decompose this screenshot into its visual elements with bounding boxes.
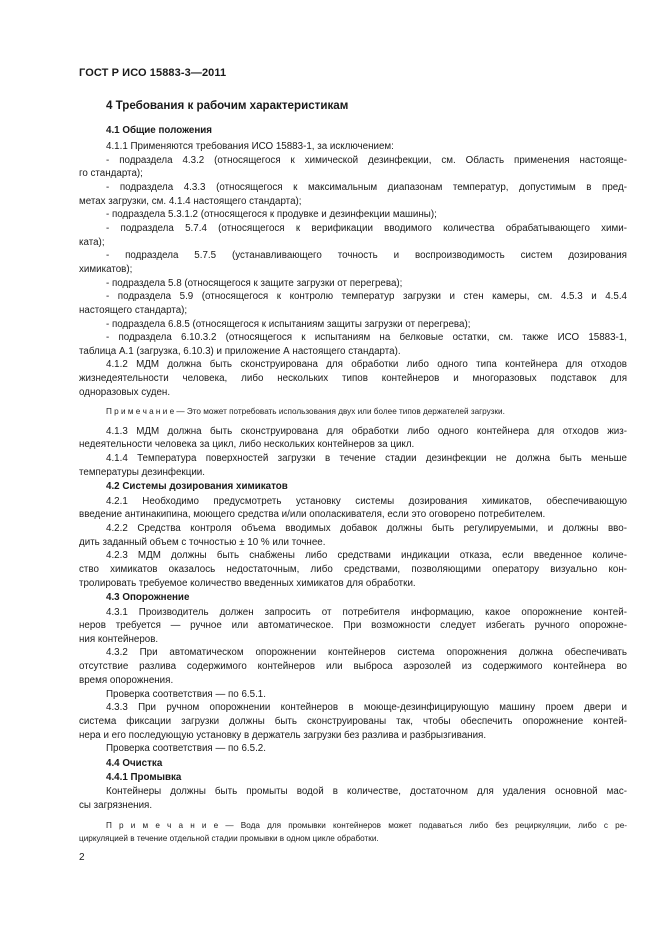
- paragraph-line: неров требуется — ручное или автоматическое. При возможности следует избегать ручного опорожне-: [79, 620, 627, 631]
- paragraph-line: - подраздела 5.9 (относящегося к контролю температур загрузки и стен камеры, см. 4.5.3 и 4.5.4: [106, 291, 627, 302]
- subsection-heading: 4.2 Системы дозирования химикатов: [106, 481, 288, 492]
- paragraph-line: 4.2.3 МДМ должны быть снабжены либо средствами индикации отказа, если введенное количе-: [106, 550, 627, 561]
- paragraph-line: 4.1.1 Применяются требования ИСО 15883-1, за исключением:: [106, 141, 394, 152]
- paragraph-line: настоящего стандарта);: [79, 305, 188, 316]
- paragraph-line: 4.1.3 МДМ должна быть сконструирована для обработки либо одного контейнера для отходов жиз-: [106, 426, 627, 437]
- paragraph-line: ния контейнеров.: [79, 634, 159, 645]
- paragraph-line: 4.2.2 Средства контроля объема вводимых добавок должны быть регулируемыми, и должны вво-: [106, 523, 627, 534]
- page-number: 2: [79, 852, 85, 863]
- paragraph-line: - подраздела 4.3.3 (относящегося к максимальным диапазонам температур, допустимым в пред-: [106, 182, 627, 193]
- paragraph-line: Проверка соответствия — по 6.5.2.: [106, 743, 266, 754]
- paragraph-line: 4.1.2 МДМ должна быть сконструирована для обработки либо одного типа контейнера для отходов: [106, 359, 627, 370]
- paragraph-line: сы загрязнения.: [79, 800, 153, 811]
- paragraph-line: время опорожнения.: [79, 675, 174, 686]
- subsection-heading: 4.4 Очистка: [106, 758, 163, 769]
- document-header: ГОСТ Р ИСО 15883-3—2011: [79, 67, 227, 79]
- paragraph-line: - подраздела 6.10.3.2 (относящегося к испытаниям на белковые остатки, см. также ИСО 15883-1,: [106, 332, 627, 343]
- paragraph-line: - подраздела 5.7.4 (относящегося к верификации вводимого количества обрабатывающего хими-: [106, 223, 627, 234]
- paragraph-line: нера и его последующую установку в держатель загрузки без разлива и разбрызгивания.: [79, 730, 487, 741]
- paragraph-line: ство химикатов оказалось недостаточным, либо средствами, позволяющими оператору визуально кон-: [79, 564, 627, 575]
- paragraph-line: химикатов);: [79, 264, 133, 275]
- paragraph-line: 4.3.3 При ручном опорожнении контейнеров в моюще-дезинфицирующую машину проем двери и: [106, 702, 627, 713]
- paragraph-line: 4.3.2 При автоматическом опорожнении контейнеров система опорожнения должна обеспечивать: [106, 647, 627, 658]
- paragraph-line: недеятельности человека за цикл, либо нескольких контейнеров за цикл.: [79, 439, 415, 450]
- subsection-heading: 4.4.1 Промывка: [106, 772, 182, 783]
- paragraph-line: 4.3.1 Производитель должен запросить от потребителя информацию, какое опорожнение контей-: [106, 607, 627, 618]
- subsection-heading: 4.1 Общие положения: [106, 125, 213, 136]
- paragraph-line: таблица А.1 (загрузка, 6.10.3) и приложение А настоящего стандарта).: [79, 346, 401, 357]
- paragraph-line: температуры дезинфекции.: [79, 467, 205, 478]
- paragraph-line: 4.2.1 Необходимо предусмотреть установку системы дозирования химикатов, обеспечивающую: [106, 496, 627, 507]
- paragraph-line: - подраздела 5.3.1.2 (относящегося к продувке и дезинфекции машины);: [106, 209, 437, 220]
- paragraph-line: метах загрузки, см. 4.1.4 настоящего стандарта);: [79, 196, 302, 207]
- paragraph-line: система фиксации загрузки должны быть сконструированы так, чтобы обеспечить опорожнение контей-: [79, 716, 627, 727]
- subsection-heading: 4.3 Опорожнение: [106, 592, 190, 603]
- paragraph-line: - подраздела 6.8.5 (относящегося к испытаниям защиты загрузки от перегрева);: [106, 319, 471, 330]
- note-line: циркуляцией в течение отдельной стадии промывки в одном цикле обработки.: [79, 834, 379, 843]
- paragraph-line: 4.1.4 Температура поверхностей загрузки в течение стадии дезинфекции не должна быть меньше: [106, 453, 627, 464]
- paragraph-line: введение антинакипина, моющего средства и/или ополаскивателя, если это оговорено потребителем.: [79, 509, 546, 520]
- note-line: П р и м е ч а н и е — Это может потребовать использования двух или более типов держателей загрузки.: [106, 407, 505, 416]
- paragraph-line: - подраздела 4.3.2 (относящегося к химической дезинфекции, см. Область применения настояще-: [106, 155, 627, 166]
- paragraph-line: го стандарта);: [79, 168, 143, 179]
- paragraph-line: - подраздела 5.7.5 (устанавливающего точность и воспроизводимость систем дозирования: [106, 250, 627, 261]
- paragraph-line: Проверка соответствия — по 6.5.1.: [106, 689, 266, 700]
- paragraph-line: тролировать требуемое количество введенных химикатов для обработки.: [79, 578, 416, 589]
- paragraph-line: отсутствие разлива содержимого контейнеров или выброса аэрозолей из содержимого контейнера во: [79, 661, 627, 672]
- paragraph-line: жизнедеятельности человека, либо нескольких типов контейнеров и многоразовых подставок для: [79, 373, 627, 384]
- paragraph-line: ката);: [79, 237, 105, 248]
- paragraph-line: Контейнеры должны быть промыты водой в количестве, достаточном для удаления основной мас-: [106, 786, 627, 797]
- section-title: 4 Требования к рабочим характеристикам: [106, 99, 349, 112]
- paragraph-line: дить заданный объем с точностью ± 10 % или точнее.: [79, 537, 326, 548]
- paragraph-line: - подраздела 5.8 (относящегося к защите загрузки от перегрева);: [106, 278, 403, 289]
- note-line: П р и м е ч а н и е — Вода для промывки контейнеров может подаваться либо без рециркуляции, либо с ре-: [106, 821, 627, 830]
- paragraph-line: одноразовых суден.: [79, 387, 171, 398]
